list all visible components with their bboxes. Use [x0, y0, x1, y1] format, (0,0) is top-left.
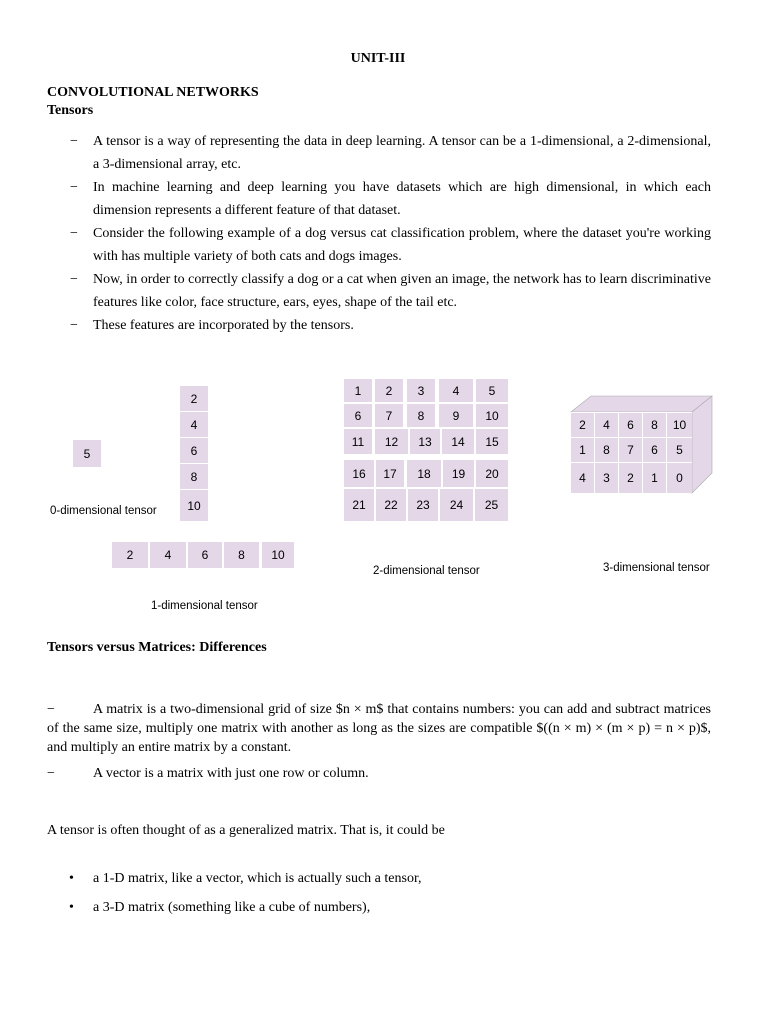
cube-cell: 6	[619, 413, 642, 437]
matrix-cell: 17	[376, 460, 404, 487]
cube-cell: 2	[619, 463, 642, 493]
matrix-cell: 6	[344, 404, 372, 427]
matrix-cell: 8	[407, 404, 435, 427]
cube-cell: 1	[571, 438, 594, 462]
bullet-text: Consider the following example of a dog versus cat classification problem, where the dataset you're working with has multiple variety of both cats and dogs images.	[93, 226, 711, 264]
matrix-cell: 24	[440, 489, 473, 521]
section-heading-differences: Tensors versus Matrices: Differences	[47, 640, 267, 655]
bullet-dash: −	[70, 318, 78, 333]
cube-cell: 8	[595, 438, 618, 462]
dot-item	[47, 900, 422, 929]
matrix-definition-text: A matrix is a two-dimensional grid of size $n × m$ that contains numbers: you can add and subtract matrices of the same size, multiply one matrix with another as long as the sizes are compatible $((n × m) × (m × p) = n × p)$, and multiply an entire matrix by a constant.	[47, 702, 711, 755]
matrix-cell: 10	[476, 404, 508, 427]
bullet-text: In machine learning and deep learning you have datasets which are high dimensional, in which each dimension represents a different feature of that dataset.	[93, 180, 711, 218]
bullet-item	[47, 177, 711, 222]
bullet-item	[47, 131, 711, 176]
bullet-dash: −	[70, 272, 78, 287]
cube-cell: 7	[619, 438, 642, 462]
cube-cell: 8	[643, 413, 666, 437]
bullet-text: A tensor is a way of representing the data in deep learning. A tensor can be a 1-dimensional, a 2-dimensional, a 3-dimensional array, etc.	[93, 134, 711, 172]
matrix-cell: 21	[344, 489, 374, 521]
matrix-cell: 13	[410, 429, 440, 454]
matrix-cell: 15	[476, 429, 508, 454]
vector-definition	[47, 764, 711, 783]
matrix-cell: 7	[375, 404, 403, 427]
matrix-cell: 19	[443, 460, 474, 487]
matrix-cell: 9	[439, 404, 473, 427]
cube-cell: 4	[595, 413, 618, 437]
column-cell: 4	[180, 412, 208, 437]
cube-cell: 5	[667, 438, 692, 462]
cube-cell: 3	[595, 463, 618, 493]
matrix-cell: 22	[376, 489, 406, 521]
bullet-text: Now, in order to correctly classify a dog or a cat when given an image, the network has to learn discriminative features like color, face structure, ears, eyes, shape of the tail etc.	[93, 272, 711, 310]
matrix-cell: 2	[375, 379, 403, 402]
item-dash: −	[47, 702, 55, 717]
column-cell: 6	[180, 438, 208, 463]
unit-title: UNIT-III	[350, 51, 406, 66]
matrix-cell: 3	[407, 379, 435, 402]
bullet-item	[47, 315, 711, 338]
row-label: 1-dimensional tensor	[151, 600, 258, 612]
bullet-item	[47, 223, 711, 268]
cube-cell: 4	[571, 463, 594, 493]
matrix-cell: 1	[344, 379, 372, 402]
row-cell: 2	[112, 542, 148, 568]
matrix-cell: 14	[442, 429, 474, 454]
dot-item-text: a 1-D matrix, like a vector, which is actually such a tensor,	[93, 871, 422, 886]
matrix-cell: 20	[476, 460, 508, 487]
column-cell: 10	[180, 490, 208, 521]
dot-item	[47, 871, 422, 900]
generalized-intro: A tensor is often thought of as a generalized matrix. That is, it could be	[47, 823, 445, 838]
bullet-text: These features are incorporated by the tensors.	[93, 318, 354, 333]
matrix-cell: 23	[408, 489, 438, 521]
matrix-cell: 25	[475, 489, 508, 521]
matrix-cell: 12	[375, 429, 408, 454]
tensor-bullet-list	[47, 131, 711, 339]
scalar-cell: 5	[73, 440, 101, 467]
row-cell: 10	[262, 542, 294, 568]
matrix-label: 2-dimensional tensor	[373, 565, 480, 577]
cube-cell: 0	[667, 463, 692, 493]
matrix-cell: 11	[344, 429, 372, 454]
row-cell: 6	[188, 542, 222, 568]
bullet-dash: −	[70, 226, 78, 241]
bullet-item	[47, 269, 711, 314]
tensors-subheading: Tensors	[47, 103, 94, 118]
dot-bullet-list	[47, 871, 422, 929]
matrix-cell: 18	[407, 460, 441, 487]
row-cell: 8	[224, 542, 259, 568]
bullet-dash: −	[70, 134, 78, 149]
bullet-dot: •	[69, 871, 74, 886]
column-cell: 8	[180, 464, 208, 489]
row-cell: 4	[150, 542, 186, 568]
cube-label: 3-dimensional tensor	[603, 562, 710, 574]
matrix-cell: 16	[344, 460, 374, 487]
matrix-cell: 5	[476, 379, 508, 402]
vector-definition-text: A vector is a matrix with just one row or column.	[93, 766, 369, 781]
cube-cell: 2	[571, 413, 594, 437]
scalar-label: 0-dimensional tensor	[50, 505, 157, 517]
column-cell: 2	[180, 386, 208, 411]
bullet-dot: •	[69, 900, 74, 915]
chapter-heading: CONVOLUTIONAL NETWORKS	[47, 85, 259, 100]
dot-item-text: a 3-D matrix (something like a cube of numbers),	[93, 900, 371, 915]
item-dash: −	[47, 766, 55, 781]
matrix-definition	[47, 700, 711, 757]
cube-cell: 10	[667, 413, 692, 437]
bullet-dash: −	[70, 180, 78, 195]
cube-cell: 6	[643, 438, 666, 462]
matrix-cell: 4	[439, 379, 473, 402]
cube-cell: 1	[643, 463, 666, 493]
